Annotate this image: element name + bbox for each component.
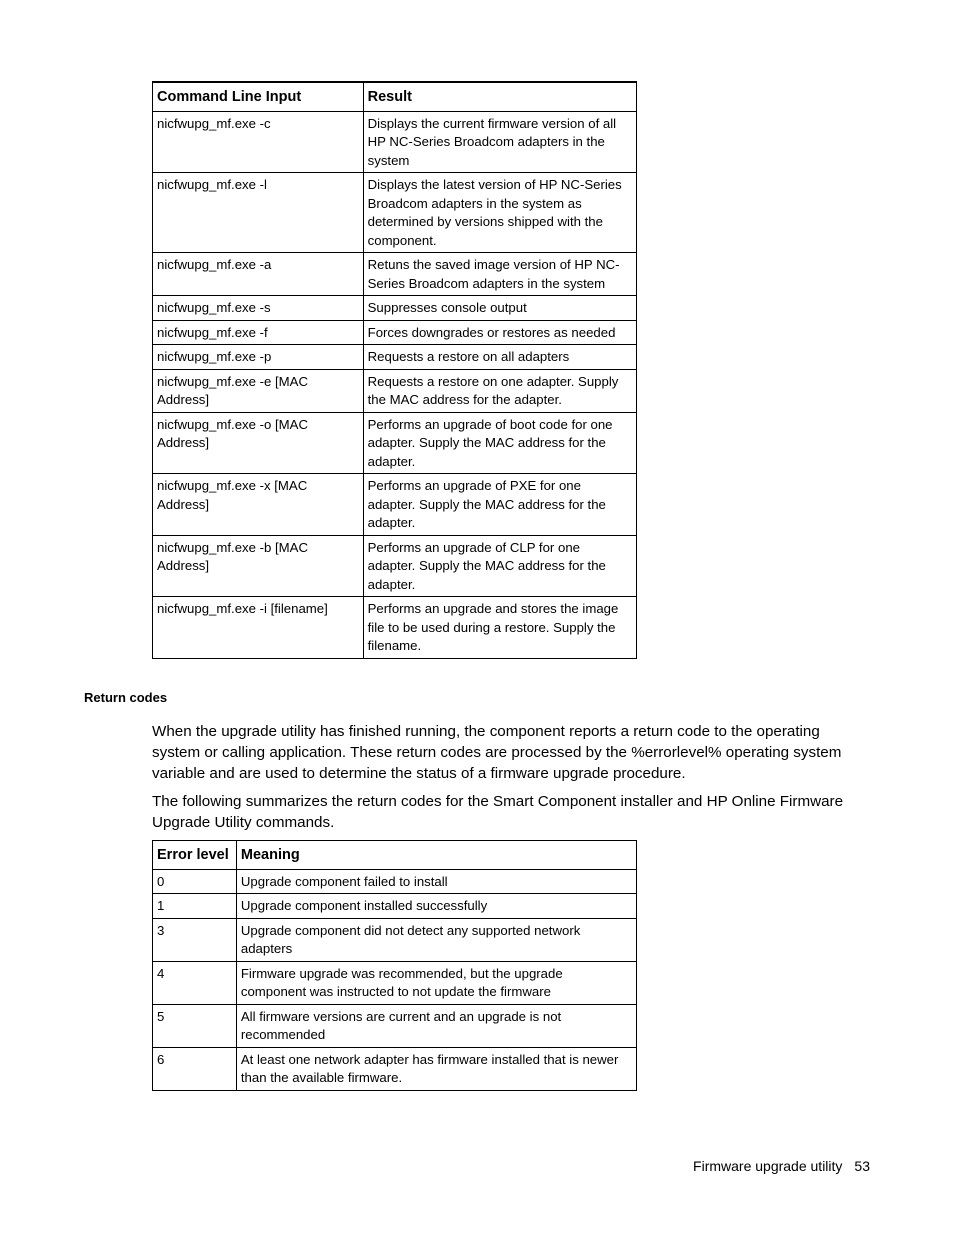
- error-level-cell: 0: [153, 869, 237, 894]
- command-cell: nicfwupg_mf.exe -e [MAC Address]: [153, 369, 364, 412]
- table-row: [153, 320, 637, 345]
- error-level-cell: 4: [153, 961, 237, 1004]
- error-level-cell: 6: [153, 1047, 237, 1090]
- result-cell: Performs an upgrade of CLP for one adapter. Supply the MAC address for the adapter.: [363, 535, 636, 597]
- result-cell: Retuns the saved image version of HP NC-Series Broadcom adapters in the system: [363, 253, 636, 296]
- table-row: [153, 173, 637, 253]
- table-header-row: [153, 82, 637, 111]
- table-row: [153, 961, 637, 1004]
- result-cell: Displays the current firmware version of all HP NC-Series Broadcom adapters in the system: [363, 111, 636, 173]
- table-row: [153, 296, 637, 321]
- command-cell: nicfwupg_mf.exe -p: [153, 345, 364, 370]
- page-number: 53: [854, 1158, 870, 1174]
- return-codes-table: [152, 840, 637, 1091]
- command-cell: nicfwupg_mf.exe -l: [153, 173, 364, 253]
- command-cell: nicfwupg_mf.exe -f: [153, 320, 364, 345]
- table-row: [153, 369, 637, 412]
- table-row: [153, 535, 637, 597]
- body-paragraph: The following summarizes the return codes for the Smart Component installer and HP Online Firmware Upgrade Utility commands.: [152, 793, 844, 831]
- result-cell: Performs an upgrade and stores the image file to be used during a restore. Supply the filename.: [363, 597, 636, 659]
- result-cell: Requests a restore on one adapter. Supply the MAC address for the adapter.: [363, 369, 636, 412]
- command-cell: nicfwupg_mf.exe -i [filename]: [153, 597, 364, 659]
- table-row: [153, 345, 637, 370]
- table-row: [153, 412, 637, 474]
- result-cell: Requests a restore on all adapters: [363, 345, 636, 370]
- table-header-row: [153, 841, 637, 870]
- error-level-cell: 1: [153, 894, 237, 919]
- command-cell: nicfwupg_mf.exe -s: [153, 296, 364, 321]
- command-line-table: [152, 81, 637, 659]
- command-cell: nicfwupg_mf.exe -o [MAC Address]: [153, 412, 364, 474]
- footer-section-title: Firmware upgrade utility: [693, 1158, 843, 1174]
- meaning-cell: At least one network adapter has firmware installed that is newer than the available firmware.: [236, 1047, 636, 1090]
- table-row: [153, 918, 637, 961]
- table-row: [153, 597, 637, 659]
- column-header: Result: [363, 82, 636, 111]
- result-cell: Performs an upgrade of boot code for one adapter. Supply the MAC address for the adapter.: [363, 412, 636, 474]
- column-header: Error level: [153, 841, 237, 870]
- table-row: [153, 253, 637, 296]
- result-cell: Displays the latest version of HP NC-Series Broadcom adapters in the system as determined by versions shipped with the component.: [363, 173, 636, 253]
- table-row: [153, 1004, 637, 1047]
- command-cell: nicfwupg_mf.exe -b [MAC Address]: [153, 535, 364, 597]
- error-level-cell: 5: [153, 1004, 237, 1047]
- command-cell: nicfwupg_mf.exe -x [MAC Address]: [153, 474, 364, 536]
- column-header: Command Line Input: [153, 82, 364, 111]
- result-cell: Forces downgrades or restores as needed: [363, 320, 636, 345]
- meaning-cell: Firmware upgrade was recommended, but the upgrade component was instructed to not update the firmware: [236, 961, 636, 1004]
- meaning-cell: Upgrade component failed to install: [236, 869, 636, 894]
- result-cell: Suppresses console output: [363, 296, 636, 321]
- command-cell: nicfwupg_mf.exe -a: [153, 253, 364, 296]
- section-heading: Return codes: [84, 690, 168, 705]
- table-row: [153, 111, 637, 173]
- meaning-cell: Upgrade component installed successfully: [236, 894, 636, 919]
- body-paragraph: When the upgrade utility has finished running, the component reports a return code to the operating system or calling application. These return codes are processed by the %errorlevel% operating system variable and are used to determine the status of a firmware upgrade procedure.: [152, 723, 842, 782]
- meaning-cell: All firmware versions are current and an upgrade is not recommended: [236, 1004, 636, 1047]
- table-row: [153, 474, 637, 536]
- meaning-cell: Upgrade component did not detect any supported network adapters: [236, 918, 636, 961]
- result-cell: Performs an upgrade of PXE for one adapter. Supply the MAC address for the adapter.: [363, 474, 636, 536]
- error-level-cell: 3: [153, 918, 237, 961]
- column-header: Meaning: [236, 841, 636, 870]
- table-row: [153, 1047, 637, 1090]
- table-row: [153, 894, 637, 919]
- page-footer: [693, 1158, 870, 1174]
- command-cell: nicfwupg_mf.exe -c: [153, 111, 364, 173]
- table-row: [153, 869, 637, 894]
